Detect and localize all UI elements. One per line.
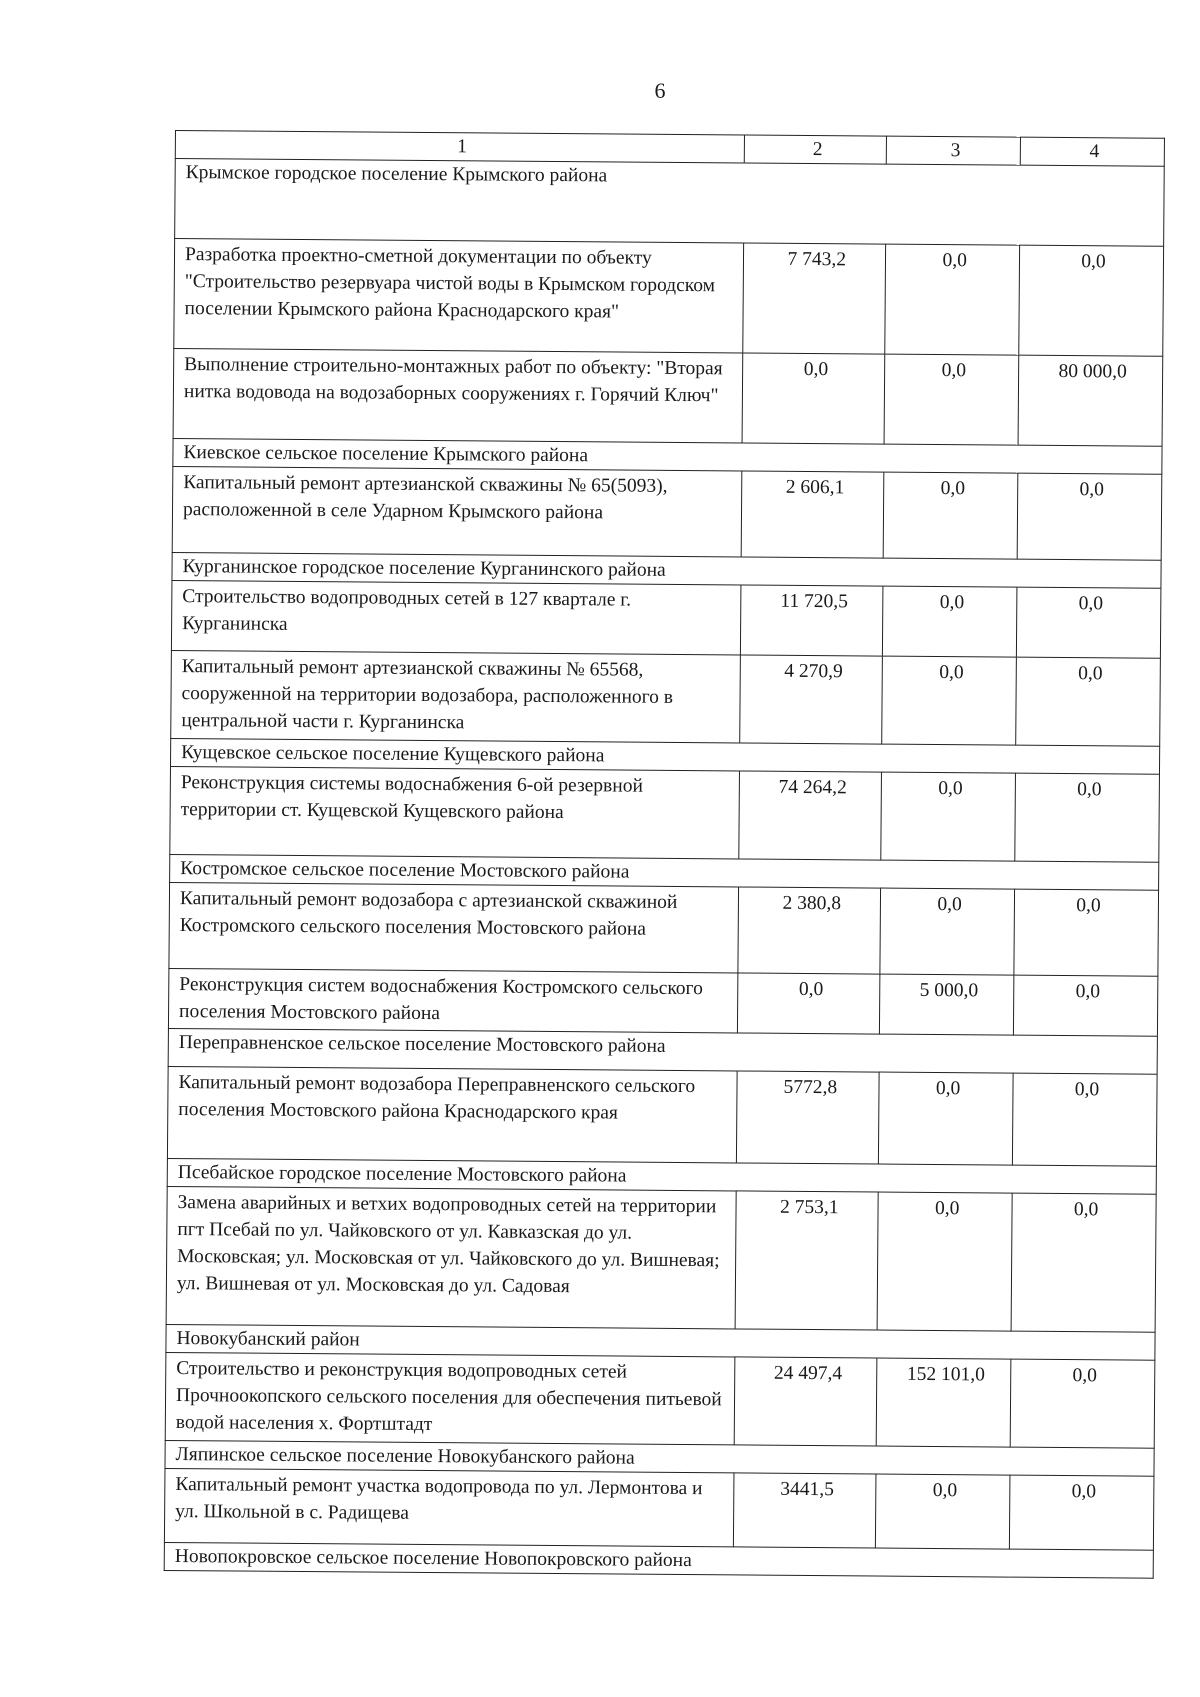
item-description: Замена аварийных и ветхих водопроводных сетей на территории пгт Псебай по ул. Чайковского от ул. Кавказская до ул. Московская; ул. Московская от ул. Чайковского до ул. Вишневая; ул. Вишневая от ул. Московская до ул. Садовая (166, 1186, 736, 1328)
value-col-2: 2 380,8 (738, 887, 881, 974)
value-col-4: 0,0 (1017, 473, 1162, 560)
value-col-4: 0,0 (1010, 1359, 1155, 1448)
item-description: Выполнение строительно-монтажных работ по объекту: "Вторая нитка водовода на водозаборных сооружениях г. Горячий Ключ" (173, 348, 743, 442)
table-body (164, 131, 1164, 1579)
section-title: Новокубанский район (166, 1324, 1155, 1360)
value-col-4: 0,0 (1009, 1475, 1153, 1550)
table-row (166, 1186, 1156, 1332)
table-row (172, 466, 1162, 560)
section-title: Ляпинское сельское поселение Новокубанского района (165, 1440, 1154, 1476)
value-col-2: 0,0 (742, 353, 885, 444)
value-col-2: 24 497,4 (735, 1357, 878, 1446)
item-description: Капитальный ремонт водозабора с артезианской скважиной Костромского сельского поселения Мостовского района (169, 882, 739, 972)
item-description: Строительство и реконструкция водопроводных сетей Прочноокопского сельского поселения для обеспечения питьевой водой населения х. Фортштадт (165, 1352, 735, 1444)
column-header: 1 (175, 131, 745, 163)
item-description: Строительство водопроводных сетей в 127 квартале г. Курганинска (171, 580, 741, 654)
section-title: Курганинское городское поселение Курганинского района (172, 552, 1161, 588)
column-header: 4 (1020, 137, 1164, 166)
value-col-4: 80 000,0 (1018, 355, 1163, 446)
section-title: Переправненское сельское поселение Мостовского района (168, 1028, 1157, 1074)
table-row (165, 1352, 1155, 1448)
value-col-3: 0,0 (880, 888, 1015, 975)
funding-table (164, 130, 1165, 1579)
table-row (173, 348, 1163, 446)
table-row (171, 580, 1161, 658)
value-col-4: 0,0 (1011, 1193, 1156, 1332)
table-row (174, 239, 1164, 357)
item-description: Капитальный ремонт участка водопровода по ул. Лермонтова и ул. Школьной в с. Радищева (164, 1468, 734, 1546)
item-description: Капитальный ремонт водозабора Переправненского сельского поселения Мостовского района Краснодарского края (167, 1066, 737, 1162)
value-col-3: 0,0 (885, 244, 1020, 355)
section-title: Новопокровское сельское поселение Новопокровского района (164, 1542, 1153, 1578)
item-description: Реконструкция систем водоснабжения Костромского сельского поселения Мостовского района (168, 968, 738, 1032)
section-title: Псебайское городское поселение Мостовского района (167, 1158, 1156, 1194)
column-header: 2 (745, 135, 887, 164)
section-row (175, 159, 1165, 247)
item-description: Разработка проектно-сметной документации по объекту "Строительство резервуара чистой воды в Крымском городском поселении Крымского района Краснодарского края" (174, 239, 744, 353)
value-col-3: 0,0 (877, 1192, 1012, 1331)
value-col-2: 74 264,2 (739, 771, 882, 860)
section-title: Костромское сельское поселение Мостовского района (170, 854, 1159, 890)
value-col-4: 0,0 (1014, 975, 1158, 1036)
section-title: Крымское городское поселение Крымского района (175, 159, 1165, 247)
value-col-3: 0,0 (879, 1072, 1014, 1165)
section-title: Киевское сельское поселение Крымского района (173, 438, 1162, 474)
table-row (171, 650, 1161, 746)
value-col-4: 0,0 (1015, 773, 1160, 862)
value-col-3: 152 101,0 (876, 1358, 1011, 1447)
value-col-3: 0,0 (884, 354, 1019, 445)
item-description: Реконструкция системы водоснабжения 6-ой резервной территории ст. Кущевской Кущевского района (170, 766, 740, 858)
value-col-2: 4 270,9 (740, 655, 883, 744)
value-col-2: 2 753,1 (735, 1191, 878, 1330)
value-col-4: 0,0 (1019, 245, 1164, 356)
value-col-3: 0,0 (883, 472, 1018, 559)
table-row (168, 968, 1157, 1036)
table-row (169, 882, 1159, 976)
value-col-4: 0,0 (1014, 889, 1159, 976)
item-description: Капитальный ремонт артезианской скважины № 65568, сооруженной на территории водозабора, расположенного в центральной части г. Курганинска (171, 650, 741, 742)
page-number: 6 (654, 78, 666, 103)
table-row (164, 1468, 1154, 1550)
value-col-2: 3441,5 (734, 1473, 876, 1548)
value-col-3: 0,0 (881, 772, 1016, 861)
value-col-2: 2 606,1 (742, 471, 885, 558)
table-row (170, 766, 1160, 862)
value-col-3: 0,0 (876, 1474, 1010, 1549)
value-col-2: 11 720,5 (741, 585, 883, 656)
value-col-2: 0,0 (738, 973, 880, 1034)
value-col-2: 7 743,2 (743, 243, 886, 354)
value-col-3: 0,0 (882, 656, 1017, 745)
section-title: Кущевское сельское поселение Кущевского района (171, 738, 1160, 774)
value-col-4: 0,0 (1016, 587, 1160, 658)
value-col-4: 0,0 (1016, 657, 1161, 746)
item-description: Капитальный ремонт артезианской скважины № 65(5093), расположенной в селе Ударном Крымского района (172, 466, 742, 556)
value-col-4: 0,0 (1013, 1073, 1158, 1166)
column-header: 3 (886, 136, 1020, 165)
value-col-3: 5 000,0 (880, 974, 1014, 1035)
value-col-2: 5772,8 (737, 1071, 880, 1164)
value-col-3: 0,0 (883, 586, 1017, 657)
table-row (167, 1066, 1157, 1166)
